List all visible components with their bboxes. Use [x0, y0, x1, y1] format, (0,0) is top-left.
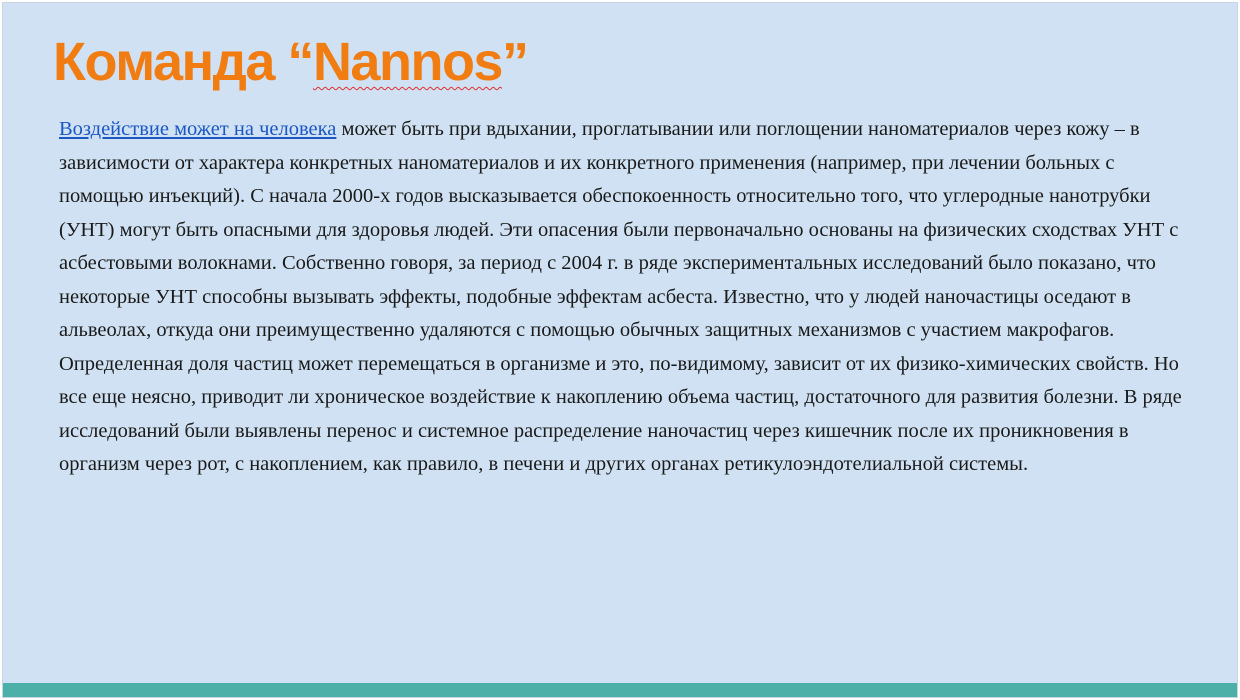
body-link[interactable]: Воздействие может на человека	[59, 118, 337, 140]
body-paragraph: может быть при вдыхании, проглатывании или поглощении наноматериалов через кожу – в зависимости от характера конкретных наноматериалов и их конкретного применения (например, при лечении больных с помощью инъекций). С начала 2000-х годов высказывается обеспокоенность относительно того, что углеродные нанотрубки (УНТ) могут быть опасными для здоровья людей. Эти опасения были первоначально основаны на физических сходствах УНТ с асбестовыми волокнами. Собственно говоря, за период с 2004 г. в ряде экспериментальных исследований было показано, что некоторые УНТ способны вызывать эффекты, подобные эффектам асбеста. Известно, что у людей наночастицы оседают в альвеолах, откуда они преимущественно удаляются с помощью обычных защитных механизмов с участием макрофагов. Определенная доля частиц может перемещаться в организме и это, по-видимому, зависит от их физико-химических свойств. Но все еще неясно, приводит ли хроническое воздействие к накоплению объема частиц, достаточного для развития болезни. В ряде исследований были выявлены перенос и системное распределение наночастиц через кишечник после их проникновения в организм через рот, с накоплением, как правило, в печени и других органах ретикулоэндотелиальной системы.	[59, 118, 1182, 475]
bottom-accent-bar	[3, 683, 1237, 697]
slide-title-highlight: Nannos	[312, 32, 502, 92]
slide-title	[53, 27, 527, 97]
slide-title-prefix: Команда “	[53, 32, 313, 92]
slide	[2, 2, 1238, 698]
slide-title-suffix: ”	[501, 32, 528, 92]
slide-body-text	[59, 113, 1189, 482]
